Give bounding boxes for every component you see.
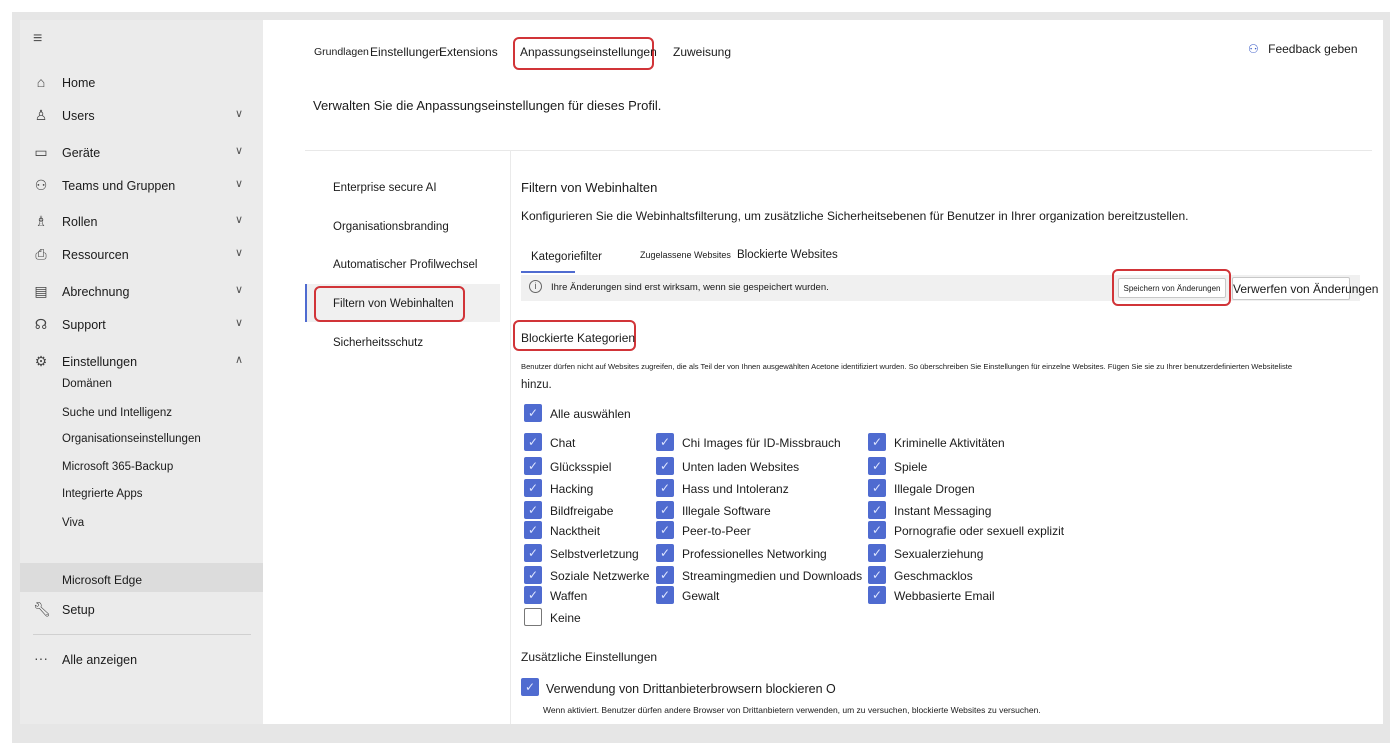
category-label: Webbasierte Email (894, 589, 995, 603)
select-all-label: Alle auswählen (550, 407, 631, 421)
sidebar-subitem[interactable]: Integrierte Apps (62, 488, 143, 500)
category-label: Bildfreigabe (550, 504, 614, 518)
user-icon: ♙ (34, 107, 48, 123)
category-label: Hass und Intoleranz (682, 482, 789, 496)
category-label: Kriminelle Aktivitäten (894, 436, 1005, 450)
category-label: Waffen (550, 589, 588, 603)
blocked-categories-description: Benutzer dürfen nicht auf Websites zugreifen, die als Teil der von Ihnen ausgewählten Acetone identifiziert wurden. So überschreiben Sie Einstellungen für einzelne Websites. Fügen Sie sie zu Ihrer benutzerdefinierten Websiteliste (521, 362, 1293, 371)
roles-icon: ♗ (34, 213, 48, 229)
wrench-icon: 🔧︎ (33, 601, 51, 617)
sidebar-item-ressourcen[interactable]: Ressourcen (62, 248, 129, 262)
category-checkbox[interactable]: ✓ (524, 501, 542, 519)
sidebar-item-teams-und-gruppen[interactable]: Teams und Gruppen (62, 179, 176, 193)
category-checkbox[interactable]: ✓ (868, 457, 886, 475)
tab-underline (521, 271, 575, 273)
category-checkbox[interactable]: ✓ (524, 457, 542, 475)
category-checkbox[interactable]: ✓ (656, 457, 674, 475)
category-checkbox[interactable]: ✓ (524, 479, 542, 497)
sidebar-subitem[interactable]: Microsoft 365-Backup (62, 461, 174, 473)
sidebar-item-setup[interactable]: Setup (62, 603, 95, 617)
divider (510, 150, 511, 724)
gear-icon: ⚙ (34, 353, 48, 369)
category-label: Gewalt (682, 589, 720, 603)
category-label: Peer-to-Peer (682, 524, 751, 538)
leftnav-item[interactable]: Sicherheitsschutz (333, 337, 424, 349)
billing-icon: ▤ (34, 283, 48, 299)
category-checkbox[interactable]: ✓ (656, 479, 674, 497)
sidebar-item-home[interactable]: Home (62, 76, 96, 90)
category-checkbox[interactable]: ✓ (868, 586, 886, 604)
sidebar-subitem-microsoft-edge[interactable]: Microsoft Edge (62, 573, 143, 587)
category-checkbox[interactable]: ✓ (524, 544, 542, 562)
home-icon: ⌂ (36, 74, 46, 90)
sidebar (20, 20, 263, 724)
divider (305, 150, 1372, 151)
sidebar-subitem[interactable]: Domänen (62, 378, 112, 390)
feedback-label: Feedback geben (1268, 42, 1358, 56)
category-label: Nacktheit (550, 524, 601, 538)
section-description: Konfigurieren Sie die Webinhaltsfilterung, um zusätzliche Sicherheitsebenen für Benutzer in Ihrer organization bereitzustellen. (521, 209, 1189, 223)
leftnav-item[interactable]: Filtern von Webinhalten (333, 298, 454, 310)
block-third-party-browsers-label: Verwendung von Drittanbieterbrowsern blockieren O (546, 682, 836, 696)
chevron-down-icon[interactable]: ∨ (235, 214, 244, 226)
category-label: Spiele (894, 460, 928, 474)
category-checkbox[interactable]: ✓ (868, 501, 886, 519)
tab-kategoriefilter[interactable]: Kategoriefilter (531, 251, 602, 263)
leftnav-item[interactable]: Enterprise secure AI (333, 182, 437, 194)
category-label: Unten laden Websites (682, 460, 800, 474)
info-text: Ihre Änderungen sind erst wirksam, wenn sie gespeichert wurden. (551, 282, 829, 293)
category-checkbox[interactable]: ✓ (524, 566, 542, 584)
category-label: Glücksspiel (550, 460, 612, 474)
tab-blockierte-websites[interactable]: Blockierte Websites (737, 249, 838, 261)
tab-grundlagen[interactable]: Grundlagen (314, 46, 369, 58)
discard-changes-button[interactable]: Verwerfen von Änderungen (1232, 277, 1350, 300)
chevron-up-icon[interactable]: ∧ (235, 354, 244, 366)
category-checkbox[interactable]: ✓ (656, 566, 674, 584)
blocked-categories-title: Blockierte Kategorien (521, 331, 636, 345)
sidebar-subitem[interactable]: Suche und Intelligenz (62, 407, 172, 419)
more-icon: ··· (34, 650, 48, 666)
devices-icon: ▭ (34, 144, 48, 160)
headset-icon: ☊ (34, 316, 48, 332)
category-checkbox[interactable]: ✓ (656, 433, 674, 451)
sidebar-item-rollen[interactable]: Rollen (62, 215, 98, 229)
category-label: Selbstverletzung (550, 547, 639, 561)
category-checkbox[interactable]: ✓ (524, 521, 542, 539)
select-all-checkbox[interactable]: ✓ (524, 404, 542, 422)
blocked-categories-description-cont: hinzu. (521, 379, 552, 391)
category-checkbox[interactable]: ✓ (656, 586, 674, 604)
resources-icon: ⎙ (35, 246, 47, 262)
info-icon: i (529, 280, 542, 293)
sidebar-subitem[interactable]: Organisationseinstellungen (62, 433, 201, 445)
tab-zuweisung[interactable]: Zuweisung (673, 45, 732, 59)
divider (33, 634, 251, 635)
category-checkbox[interactable]: ✓ (868, 479, 886, 497)
save-changes-button[interactable]: Speichern von Änderungen (1118, 278, 1226, 298)
sidebar-subitem[interactable]: Viva (62, 517, 85, 529)
sidebar-item-users[interactable]: Users (62, 109, 95, 123)
category-checkbox[interactable]: ✓ (524, 433, 542, 451)
category-label: Professionelles Networking (682, 547, 827, 561)
sidebar-item-einstellungen[interactable]: Einstellungen (62, 355, 138, 369)
chevron-down-icon[interactable]: ∨ (235, 317, 244, 329)
chevron-down-icon[interactable]: ∨ (235, 145, 244, 157)
block-third-party-browsers-description: Wenn aktiviert. Benutzer dürfen andere Browser von Drittanbietern verwenden, um zu versuchen, blockierte Websites zu versuchen. (543, 705, 1041, 715)
category-label: Geschmacklos (894, 569, 973, 583)
category-checkbox[interactable]: ✓ (868, 433, 886, 451)
category-label: Sexualerziehung (894, 547, 984, 561)
block-third-party-browsers-checkbox[interactable]: ✓ (521, 678, 539, 696)
category-checkbox[interactable]: ✓ (656, 521, 674, 539)
tab-anpassungseinstellungen[interactable]: Anpassungseinstellungen (520, 45, 657, 59)
category-label: Keine (550, 611, 581, 625)
sidebar-item-support[interactable]: Support (62, 318, 106, 332)
feedback-button[interactable] (1248, 42, 1358, 56)
chevron-down-icon[interactable]: ∨ (235, 108, 244, 120)
main-panel (263, 20, 1383, 724)
tab-einstellungen[interactable]: Einstellungen (370, 45, 443, 59)
tab-extensions[interactable]: Extensions (439, 45, 498, 59)
category-label: Soziale Netzwerke (550, 569, 650, 583)
section-title: Filtern von Webinhalten (521, 180, 658, 195)
page-description: Verwalten Sie die Anpassungseinstellungen für dieses Profil. (313, 98, 662, 113)
category-checkbox[interactable]: ✓ (656, 544, 674, 562)
teams-icon: ⚇ (34, 177, 48, 193)
feedback-icon: ⚇ (1248, 42, 1259, 56)
category-checkbox[interactable] (524, 608, 542, 626)
category-label: Pornografie oder sexuell explizit (894, 524, 1065, 538)
category-label: Streamingmedien und Downloads (682, 569, 863, 583)
additional-settings-title: Zusätzliche Einstellungen (521, 650, 658, 664)
category-label: Chi Images für ID-Missbrauch (682, 436, 841, 450)
hamburger-menu-icon[interactable]: ≡ (33, 30, 43, 47)
category-label: Hacking (550, 482, 594, 496)
tab-zugelassene-websites[interactable]: Zugelassene Websites (640, 250, 731, 260)
category-label: Illegale Software (682, 504, 771, 518)
chevron-down-icon[interactable]: ∨ (235, 178, 244, 190)
category-checkbox[interactable]: ✓ (656, 501, 674, 519)
sidebar-item-show-all[interactable]: Alle anzeigen (62, 653, 138, 667)
leftnav-item[interactable]: Organisationsbranding (333, 221, 449, 233)
category-label: Illegale Drogen (894, 482, 975, 496)
chevron-down-icon[interactable]: ∨ (235, 247, 244, 259)
category-checkbox[interactable]: ✓ (868, 521, 886, 539)
sidebar-item-abrechnung[interactable]: Abrechnung (62, 285, 130, 299)
chevron-down-icon[interactable]: ∨ (235, 284, 244, 296)
category-checkbox[interactable]: ✓ (868, 566, 886, 584)
sidebar-item-geräte[interactable]: Geräte (62, 146, 101, 160)
category-checkbox[interactable]: ✓ (868, 544, 886, 562)
category-checkbox[interactable]: ✓ (524, 586, 542, 604)
category-label: Chat (550, 436, 576, 450)
leftnav-item[interactable]: Automatischer Profilwechsel (333, 259, 478, 271)
category-label: Instant Messaging (894, 504, 992, 518)
